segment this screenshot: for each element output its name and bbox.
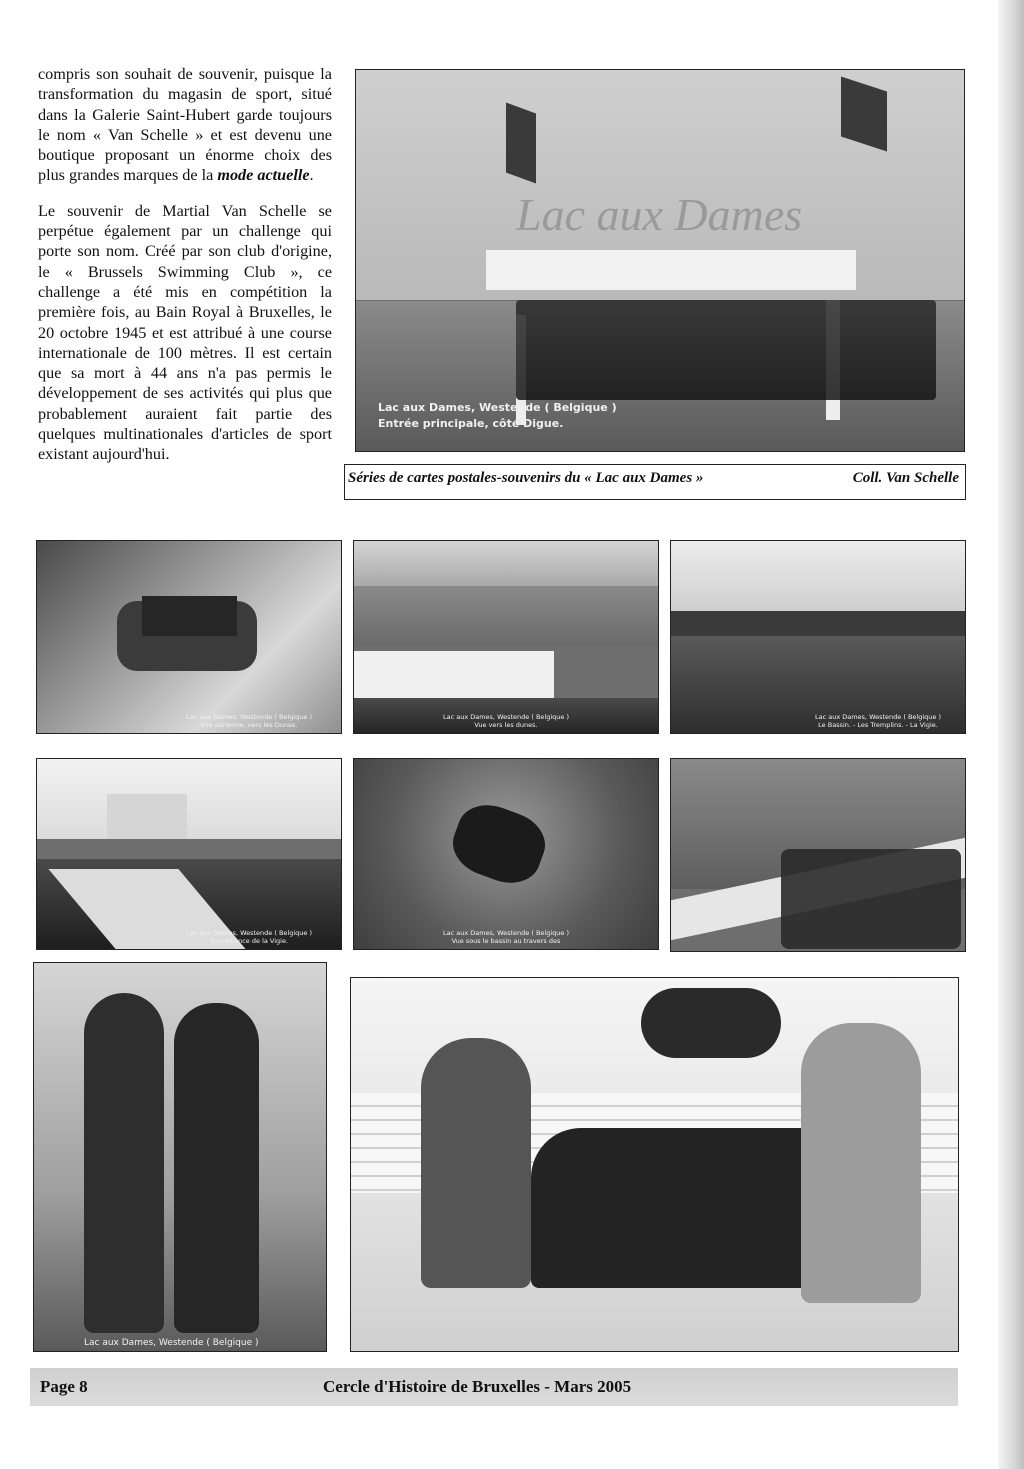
collection-credit: Coll. Van Schelle (852, 470, 959, 486)
swimmer-right (174, 1003, 259, 1333)
underwater-swimmer (445, 796, 554, 893)
crowd (516, 300, 936, 400)
photo-two-swimmers: Lac aux Dames, Westende ( Belgique ) (33, 962, 327, 1352)
person-top-center (641, 988, 781, 1058)
main-photo-caption: Lac aux Dames, Westende ( Belgique ) Entrée principale, côté Digue. (378, 401, 617, 430)
postcard-aerial-view: Lac aux Dames, Westende ( Belgique ) Vue aérienne, vers les Dunes. (36, 540, 342, 734)
emphasis-mode-actuelle: mode actuelle (217, 166, 310, 185)
postcard-underwater-view: Lac aux Dames, Westende ( Belgique ) Vue sous le bassin au travers des (353, 758, 659, 950)
person-bathrobe (801, 1023, 921, 1303)
page-edge-shadow (998, 0, 1024, 1469)
article-text-column (38, 64, 332, 480)
person-standing-left (421, 1038, 531, 1288)
page-footer (30, 1368, 958, 1406)
main-photo-sign: Lac aux Dames (516, 189, 803, 240)
publication-title: Cercle d'Histoire de Bruxelles - Mars 2005 (323, 1377, 632, 1396)
series-caption-box (344, 464, 966, 500)
article-paragraph-1: compris son souhait de souvenir, puisque la transformation du magasin de sport, situé dans la Galerie Saint-Hubert garde toujours le nom « Van Schelle » et est devenu une boutique proposant un énorme choix des plus grandes marques de la mode actuelle. (38, 65, 332, 185)
main-photo-entrance (355, 69, 965, 452)
page-number: Page 8 (40, 1377, 88, 1396)
postcard-view-dunes: Lac aux Dames, Westende ( Belgique ) Vue vers les dunes. (353, 540, 659, 734)
spectators (781, 849, 961, 949)
article-paragraph-2: Le souvenir de Martial Van Schelle se perpétue également par un challenge qui porte son nom. Créé par son club d'origine, le « Brussels Swimming Club », ce challenge a été mis en compétition la première fois, au Bain Royal à Bruxelles, le 20 octobre 1945 et est attribué à une course internationale de 100 mètres. Il est certain que sa mort à 44 ans n'a pas permis le développement de ses activités qui plus que probablement auraient fait partie des quelques multinationales d'articles de sport existant aujourd'hui. (38, 201, 332, 464)
postcard-swimmers-pool (670, 758, 966, 952)
swimmer-left (84, 993, 164, 1333)
series-caption-text: Séries de cartes postales-souvenirs du « Lac aux Dames » (348, 470, 704, 486)
postcard-pool-diving-boards: Lac aux Dames, Westende ( Belgique ) Le Bassin. - Les Tremplins. - La Vigie. (670, 540, 966, 734)
photo-group-poolside (350, 977, 959, 1352)
flag-left (506, 103, 536, 184)
postcard-lookout-surveillance: Lac aux Dames, Westende ( Belgique ) Surveillance de la Vigie. (36, 758, 342, 950)
